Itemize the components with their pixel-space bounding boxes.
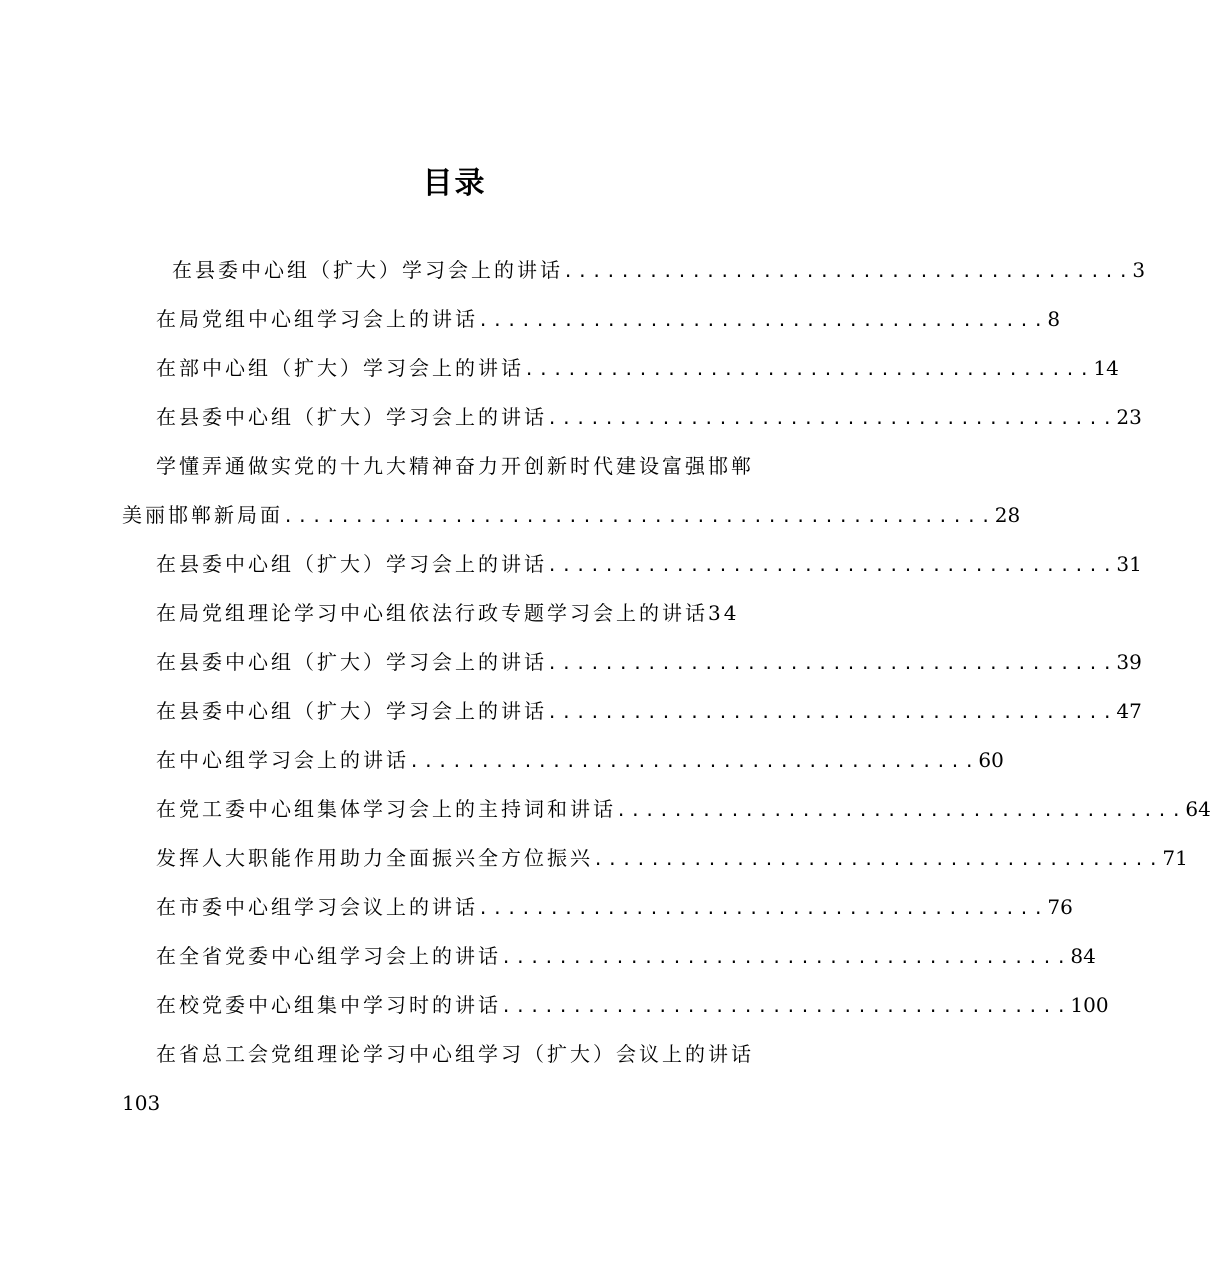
toc-entry-title: 在全省党委中心组学习会上的讲话 — [156, 944, 501, 968]
toc-entry-title: 在党工委中心组集体学习会上的主持词和讲话 — [156, 797, 616, 821]
toc-entry[interactable] — [122, 687, 1142, 736]
page-title: 目录 — [422, 166, 487, 201]
toc-entry[interactable] — [122, 589, 802, 638]
toc-entry-page: 100 — [1070, 993, 1109, 1017]
toc-entry-page: 39 — [1116, 650, 1142, 674]
toc-entry-page: 23 — [1116, 405, 1142, 429]
toc-entry-page: 28 — [994, 503, 1021, 527]
toc-entry-page: 3 — [1132, 258, 1146, 282]
toc-entry-title: 在省总工会党组理论学习中心组学习（扩大）会议上的讲话 — [156, 1042, 754, 1066]
toc-entry[interactable] — [122, 638, 1142, 687]
toc-entry-page: 60 — [978, 748, 1004, 772]
toc-leader-dots: ........................................ — [524, 360, 1094, 380]
toc-entry-line1[interactable] — [122, 1030, 802, 1079]
toc-entry-title: 学懂弄通做实党的十九大精神奋力开创新时代建设富强邯郸 — [156, 454, 754, 478]
toc-leader-dots: .................................................. — [283, 507, 995, 527]
toc-entry[interactable] — [122, 344, 1119, 393]
toc-entry[interactable] — [122, 393, 1142, 442]
toc-entry[interactable] — [122, 981, 1109, 1030]
toc-entry-title: 在县委中心组（扩大）学习会上的讲话 — [156, 699, 547, 723]
toc-entry-title: 在局党组理论学习中心组依法行政专题学习会上的讲话34 — [156, 601, 740, 625]
toc-leader-dots: ........................................ — [547, 654, 1117, 674]
toc-entry-title: 在局党组中心组学习会上的讲话 — [156, 307, 478, 331]
toc-leader-dots: ........................................ — [478, 311, 1048, 331]
toc-leader-dots: ........................................ — [409, 752, 979, 772]
toc-entry-title: 在中心组学习会上的讲话 — [156, 748, 409, 772]
toc-entry-page: 47 — [1116, 699, 1142, 723]
toc-entry-title: 在部中心组（扩大）学习会上的讲话 — [156, 356, 524, 380]
toc-entry-title: 在县委中心组（扩大）学习会上的讲话 — [156, 650, 547, 674]
toc-entry[interactable] — [122, 540, 1142, 589]
toc-entry[interactable] — [122, 295, 1061, 344]
toc-leader-dots: ........................................ — [616, 801, 1186, 821]
toc-entry-page: 64 — [1185, 797, 1211, 821]
toc-entry-line2[interactable] — [122, 491, 1021, 540]
toc-entry-title: 在市委中心组学习会议上的讲话 — [156, 895, 478, 919]
toc-entry-page: 76 — [1047, 895, 1073, 919]
toc-leader-dots: ........................................ — [478, 899, 1048, 919]
toc-entry[interactable] — [122, 834, 1188, 883]
toc-leader-dots: ........................................ — [501, 997, 1071, 1017]
toc-leader-dots: ........................................ — [593, 850, 1163, 870]
toc-entry-line1[interactable] — [122, 442, 802, 491]
toc-entry-page: 8 — [1047, 307, 1061, 331]
toc-entry[interactable] — [122, 883, 1073, 932]
toc-entry-title: 在县委中心组（扩大）学习会上的讲话 — [172, 258, 563, 282]
toc-entry-title: 在县委中心组（扩大）学习会上的讲话 — [156, 552, 547, 576]
toc-leader-dots: ........................................ — [501, 948, 1071, 968]
toc-leader-dots: ........................................ — [547, 409, 1117, 429]
toc-entry-page: 14 — [1093, 356, 1119, 380]
toc-entry-title: 发挥人大职能作用助力全面振兴全方位振兴 — [156, 846, 593, 870]
toc-leader-dots: ........................................ — [563, 262, 1133, 282]
toc-entry-page: 31 — [1116, 552, 1142, 576]
toc-entry-title: 在县委中心组（扩大）学习会上的讲话 — [156, 405, 547, 429]
toc-entry-line2[interactable] — [122, 1079, 802, 1128]
toc-entry-page: 103 — [122, 1091, 161, 1115]
toc-entry[interactable] — [122, 246, 1146, 295]
toc-entry-page: 71 — [1162, 846, 1188, 870]
toc-leader-dots: ........................................ — [547, 703, 1117, 723]
toc-entry-title-cont: 美丽邯郸新局面 — [122, 503, 283, 527]
toc-entry[interactable] — [122, 932, 1096, 981]
toc-leader-dots: ........................................ — [547, 556, 1117, 576]
table-of-contents — [122, 246, 1211, 1128]
toc-entry[interactable] — [122, 736, 1004, 785]
toc-entry-page: 84 — [1070, 944, 1096, 968]
toc-entry[interactable] — [122, 785, 1211, 834]
toc-entry-title: 在校党委中心组集中学习时的讲话 — [156, 993, 501, 1017]
